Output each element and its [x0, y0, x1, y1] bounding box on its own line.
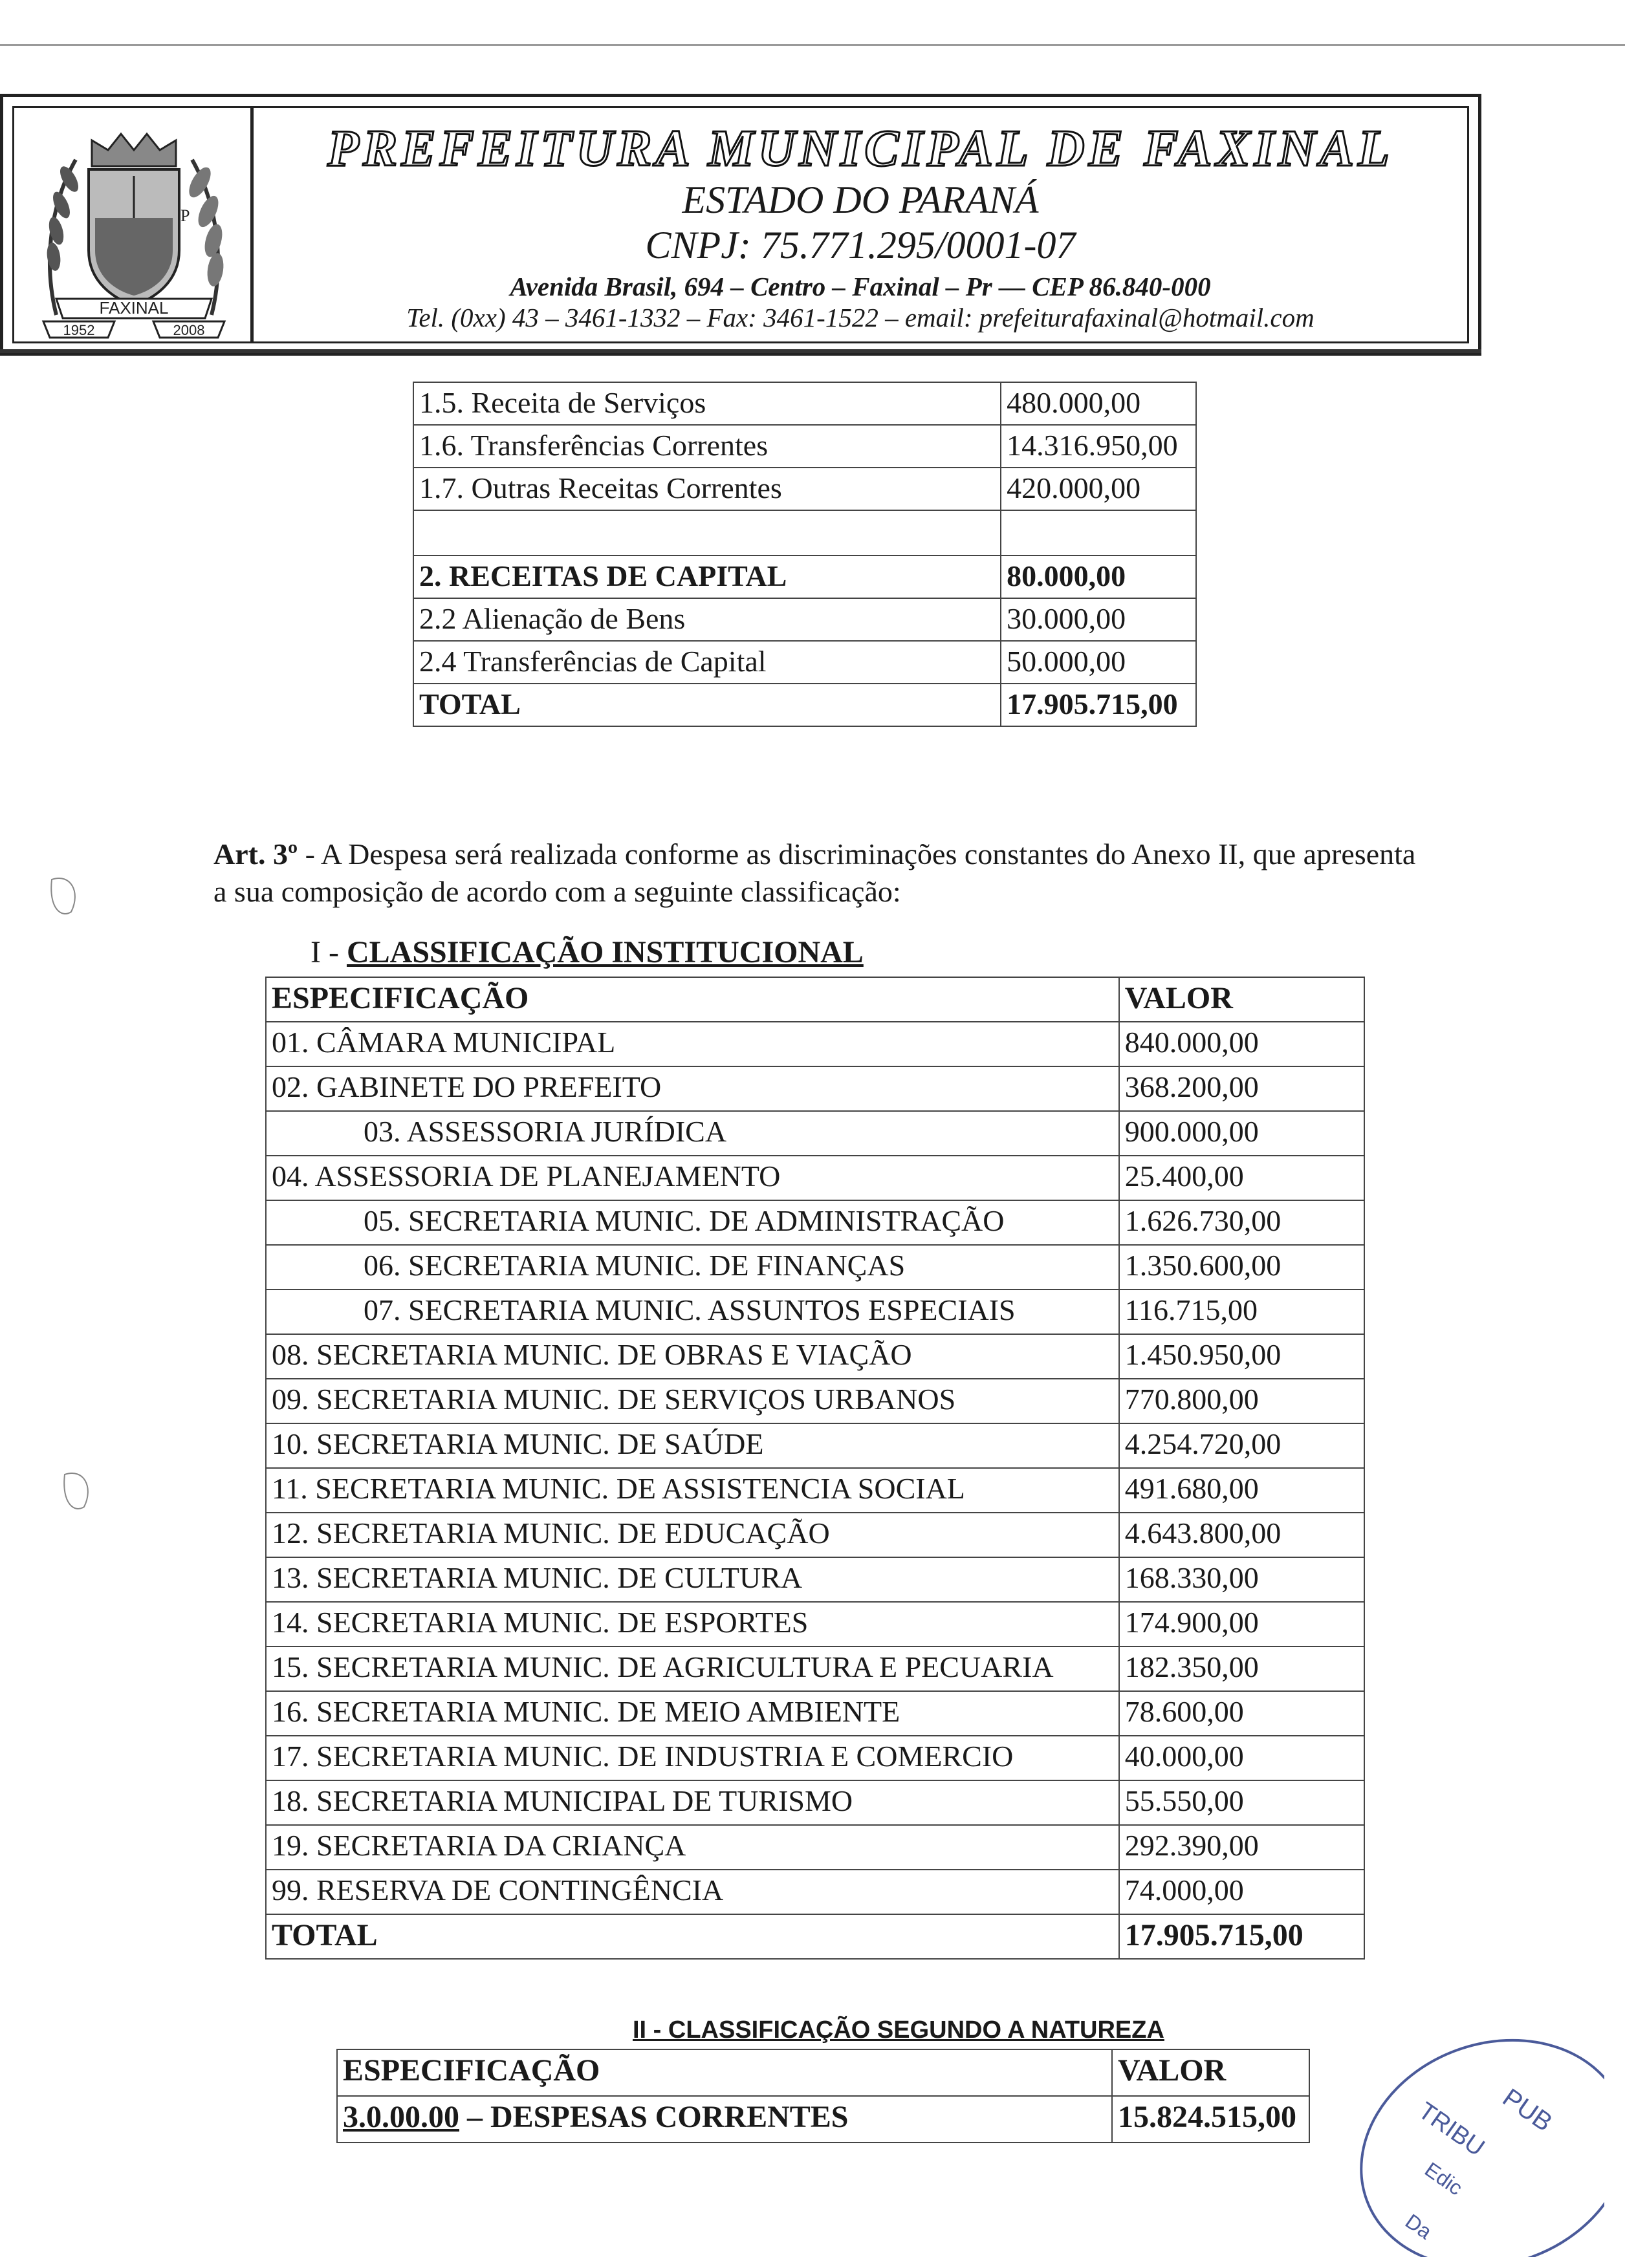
section-1-prefix: I - — [311, 935, 347, 969]
row-value: 491.680,00 — [1119, 1468, 1364, 1513]
table-row — [266, 1379, 1364, 1423]
row-label: 14. SECRETARIA MUNIC. DE ESPORTES — [266, 1602, 1119, 1647]
table-row — [266, 1736, 1364, 1780]
row-value: 420.000,00 — [1001, 468, 1196, 510]
table-row — [266, 1513, 1364, 1557]
article-text: - A Despesa será realizada conforme as discriminações constantes do Anexo II, que apresenta a sua composição de acordo com a seguinte classificação: — [213, 837, 1416, 908]
row-value: 25.400,00 — [1119, 1156, 1364, 1200]
row-label: 05. SECRETARIA MUNIC. DE ADMINISTRAÇÃO — [266, 1200, 1119, 1245]
total-label: TOTAL — [266, 1914, 1119, 1959]
row-label: 12. SECRETARIA MUNIC. DE EDUCAÇÃO — [266, 1513, 1119, 1557]
row-label: 1.5. Receita de Serviços — [413, 382, 1001, 425]
table-header-row — [266, 977, 1364, 1022]
row-value: 770.800,00 — [1119, 1379, 1364, 1423]
total-row — [413, 684, 1196, 726]
table-row — [266, 1156, 1364, 1200]
capital-value: 80.000,00 — [1001, 556, 1196, 598]
row-label: 02. GABINETE DO PREFEITO — [266, 1066, 1119, 1111]
publication-stamp-icon — [1346, 2024, 1604, 2257]
table-row — [266, 1780, 1364, 1825]
row-label: 01. CÂMARA MUNICIPAL — [266, 1022, 1119, 1066]
row-label: 19. SECRETARIA DA CRIANÇA — [266, 1825, 1119, 1870]
table-row — [266, 1691, 1364, 1736]
row-label: 09. SECRETARIA MUNIC. DE SERVIÇOS URBANOS — [266, 1379, 1119, 1423]
row-value: 368.200,00 — [1119, 1066, 1364, 1111]
row-value: 182.350,00 — [1119, 1647, 1364, 1691]
table-row — [266, 1066, 1364, 1111]
svg-text:Da: Da — [1401, 2209, 1437, 2244]
row-label: 2.2 Alienação de Bens — [413, 598, 1001, 641]
total-value: 17.905.715,00 — [1119, 1914, 1364, 1959]
header-value: VALOR — [1112, 2049, 1309, 2096]
table-row — [266, 1602, 1364, 1647]
row-value: 15.824.515,00 — [1112, 2096, 1309, 2143]
table-row — [266, 1022, 1364, 1066]
contact-info: Tel. (0xx) 43 – 3461-1332 – Fax: 3461-1522 – email: prefeiturafaxinal@hotmail.com — [406, 303, 1314, 332]
section-1-heading — [311, 934, 864, 970]
row-value: 1.350.600,00 — [1119, 1245, 1364, 1290]
total-value: 17.905.715,00 — [1001, 684, 1196, 726]
row-value: 40.000,00 — [1119, 1736, 1364, 1780]
table-row — [266, 1870, 1364, 1914]
row-label: 03. ASSESSORIA JURÍDICA — [266, 1111, 1119, 1156]
row-value: 78.600,00 — [1119, 1691, 1364, 1736]
svg-text:Edic: Edic — [1420, 2157, 1467, 2200]
table-row — [266, 1468, 1364, 1513]
letterhead-text — [254, 108, 1467, 341]
section-2-title: II - CLASSIFICAÇÃO SEGUNDO A NATUREZA — [633, 2016, 1164, 2044]
row-label: 16. SECRETARIA MUNIC. DE MEIO AMBIENTE — [266, 1691, 1119, 1736]
table-row — [337, 2096, 1309, 2143]
row-description: – DESPESAS CORRENTES — [459, 2100, 849, 2134]
row-label: 08. SECRETARIA MUNIC. DE OBRAS E VIAÇÃO — [266, 1334, 1119, 1379]
row-value: 74.000,00 — [1119, 1870, 1364, 1914]
letterhead — [0, 94, 1481, 356]
table-row — [413, 468, 1196, 510]
punch-hole-icon — [58, 1468, 97, 1513]
address: Avenida Brasil, 694 – Centro – Faxinal – Pr — CEP 86.840-000 — [510, 272, 1211, 301]
header-value: VALOR — [1119, 977, 1364, 1022]
row-value: 480.000,00 — [1001, 382, 1196, 425]
article-3 — [213, 836, 1430, 911]
row-label: 07. SECRETARIA MUNIC. ASSUNTOS ESPECIAIS — [266, 1290, 1119, 1334]
row-label: 17. SECRETARIA MUNIC. DE INDUSTRIA E COMERCIO — [266, 1736, 1119, 1780]
row-label: 15. SECRETARIA MUNIC. DE AGRICULTURA E PECUARIA — [266, 1647, 1119, 1691]
letterhead-inner-frame — [12, 106, 1469, 343]
row-label: 04. ASSESSORIA DE PLANEJAMENTO — [266, 1156, 1119, 1200]
row-label: 10. SECRETARIA MUNIC. DE SAÚDE — [266, 1423, 1119, 1468]
page-top-rule — [0, 44, 1625, 46]
punch-hole-icon — [45, 873, 84, 918]
table-row — [413, 641, 1196, 684]
row-value: 30.000,00 — [1001, 598, 1196, 641]
row-value: 116.715,00 — [1119, 1290, 1364, 1334]
coat-of-arms — [14, 108, 254, 341]
table-row — [413, 556, 1196, 598]
header-spec: ESPECIFICAÇÃO — [266, 977, 1119, 1022]
header-spec: ESPECIFICAÇÃO — [337, 2049, 1112, 2096]
row-label: 99. RESERVA DE CONTINGÊNCIA — [266, 1870, 1119, 1914]
row-label: 18. SECRETARIA MUNICIPAL DE TURISMO — [266, 1780, 1119, 1825]
row-value: 55.550,00 — [1119, 1780, 1364, 1825]
table-header-row — [337, 2049, 1309, 2096]
table-row — [266, 1200, 1364, 1245]
total-label: TOTAL — [413, 684, 1001, 726]
row-label: 2.4 Transferências de Capital — [413, 641, 1001, 684]
table-row — [266, 1245, 1364, 1290]
row-code: 3.0.00.00 — [343, 2100, 459, 2134]
row-value: 4.643.800,00 — [1119, 1513, 1364, 1557]
table-row — [266, 1647, 1364, 1691]
row-label: 1.7. Outras Receitas Correntes — [413, 468, 1001, 510]
section-1-title: CLASSIFICAÇÃO INSTITUCIONAL — [346, 935, 864, 969]
municipality-title: PREFEITURA MUNICIPAL DE FAXINAL — [327, 120, 1393, 177]
row-value: 168.330,00 — [1119, 1557, 1364, 1602]
letterhead-bottom-rule — [0, 349, 1481, 353]
institutional-table — [265, 977, 1365, 1960]
table-row — [266, 1290, 1364, 1334]
svg-text:1952: 1952 — [63, 322, 95, 338]
coat-of-arms-icon — [30, 121, 237, 347]
svg-text:FAXINAL: FAXINAL — [99, 298, 169, 318]
table-row — [413, 425, 1196, 468]
row-label — [337, 2096, 1112, 2143]
row-value: 900.000,00 — [1119, 1111, 1364, 1156]
svg-text:2008: 2008 — [173, 322, 205, 338]
table-row — [266, 1557, 1364, 1602]
row-label: 11. SECRETARIA MUNIC. DE ASSISTENCIA SOCIAL — [266, 1468, 1119, 1513]
row-value: 4.254.720,00 — [1119, 1423, 1364, 1468]
capital-label: 2. RECEITAS DE CAPITAL — [413, 556, 1001, 598]
table-row — [266, 1334, 1364, 1379]
table-row — [413, 598, 1196, 641]
cnpj: CNPJ: 75.771.295/0001-07 — [645, 224, 1076, 266]
row-value: 292.390,00 — [1119, 1825, 1364, 1870]
table-row — [266, 1423, 1364, 1468]
nature-table — [336, 2049, 1310, 2143]
revenue-table — [413, 382, 1197, 727]
svg-text:PUB: PUB — [1497, 2083, 1558, 2137]
total-row — [266, 1914, 1364, 1959]
blank-row — [413, 510, 1196, 556]
state-name: ESTADO DO PARANÁ — [682, 178, 1039, 221]
row-label: 06. SECRETARIA MUNIC. DE FINANÇAS — [266, 1245, 1119, 1290]
row-label: 13. SECRETARIA MUNIC. DE CULTURA — [266, 1557, 1119, 1602]
row-value: 14.316.950,00 — [1001, 425, 1196, 468]
svg-text:P: P — [180, 206, 190, 225]
row-value: 1.626.730,00 — [1119, 1200, 1364, 1245]
row-value: 1.450.950,00 — [1119, 1334, 1364, 1379]
row-value: 174.900,00 — [1119, 1602, 1364, 1647]
svg-text:TRIBU: TRIBU — [1413, 2097, 1490, 2162]
row-label: 1.6. Transferências Correntes — [413, 425, 1001, 468]
row-value: 50.000,00 — [1001, 641, 1196, 684]
table-row — [266, 1825, 1364, 1870]
table-row — [266, 1111, 1364, 1156]
table-row — [413, 382, 1196, 425]
article-number: Art. 3º — [213, 837, 298, 870]
row-value: 840.000,00 — [1119, 1022, 1364, 1066]
